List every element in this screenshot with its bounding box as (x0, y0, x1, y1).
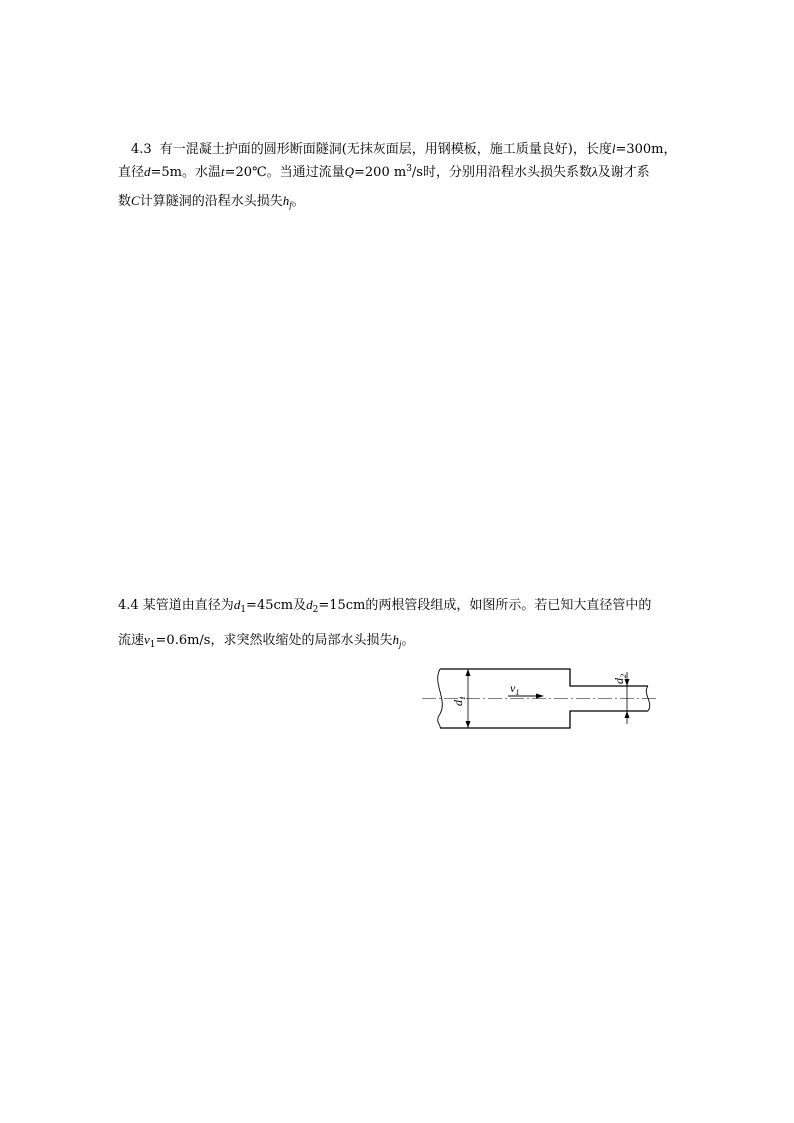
d1-arrow-bottom (466, 721, 471, 728)
v1-label: $v_1$ (510, 681, 520, 697)
text-segment: 。 (291, 194, 305, 209)
text-segment: 4.4 某管道由直径为 (118, 598, 234, 613)
subscript: 1 (149, 640, 156, 650)
text-segment: =300m， (615, 142, 677, 157)
d1-label: $d_1$ (451, 696, 467, 706)
subscript: j (398, 639, 402, 649)
var-t: t (221, 164, 225, 179)
var-lambda: λ (591, 164, 598, 179)
d2-label: $d_2$ (612, 674, 628, 684)
var-d2: d (306, 597, 313, 612)
pipe-contraction-figure (420, 664, 660, 736)
var-c: C (131, 193, 140, 208)
subscript: f (289, 200, 292, 210)
text-segment: =20℃。当通过流量 (224, 165, 345, 180)
var-hj: h (392, 632, 399, 647)
d1-arrow-top (466, 669, 471, 676)
problem-4-4-line-1 (118, 597, 651, 618)
text-segment: =15cm的两根管段组成，如图所示。若已知大直径管中的 (318, 598, 652, 613)
var-q: Q (344, 164, 355, 179)
text-segment: 直径 (118, 165, 145, 180)
text-segment: =0.6m/s，求突然收缩处的局部水头损失 (155, 633, 393, 648)
text-segment: =5m。水温 (150, 165, 222, 180)
text-segment: 数 (118, 194, 132, 209)
problem-4-3-line-1 (131, 141, 677, 158)
var-d1: d (233, 597, 241, 612)
d2-arrow-bottom (625, 711, 630, 718)
text-segment: /s时，分别用沿程水头损失系数 (411, 165, 592, 180)
var-l: l (611, 141, 616, 156)
text-segment: 流速 (118, 633, 145, 648)
flow-arrow-head (536, 694, 544, 699)
subscript: 2 (312, 605, 319, 615)
var-v1: v (144, 632, 150, 647)
subscript: 1 (240, 605, 247, 615)
problem-4-4-line-2 (118, 632, 415, 653)
problem-4-3-line-3 (118, 193, 305, 213)
text-segment: 。 (401, 633, 415, 648)
problem-number: 4.3 (131, 142, 152, 157)
text-segment: =45cm及 (246, 598, 307, 613)
var-h: h (282, 193, 290, 208)
text-segment: 有一混凝土护面的圆形断面隧洞(无抹灰面层，用钢模板，施工质量良好)，长度 (159, 142, 612, 157)
problem-4-3-line-2 (118, 161, 650, 181)
var-d: d (144, 164, 151, 179)
text-segment: 计算隧洞的沿程水头损失 (139, 194, 283, 209)
text-segment: 及谢才系 (597, 165, 650, 180)
text-segment: =200 m (354, 165, 407, 180)
superscript: 3 (406, 164, 412, 174)
